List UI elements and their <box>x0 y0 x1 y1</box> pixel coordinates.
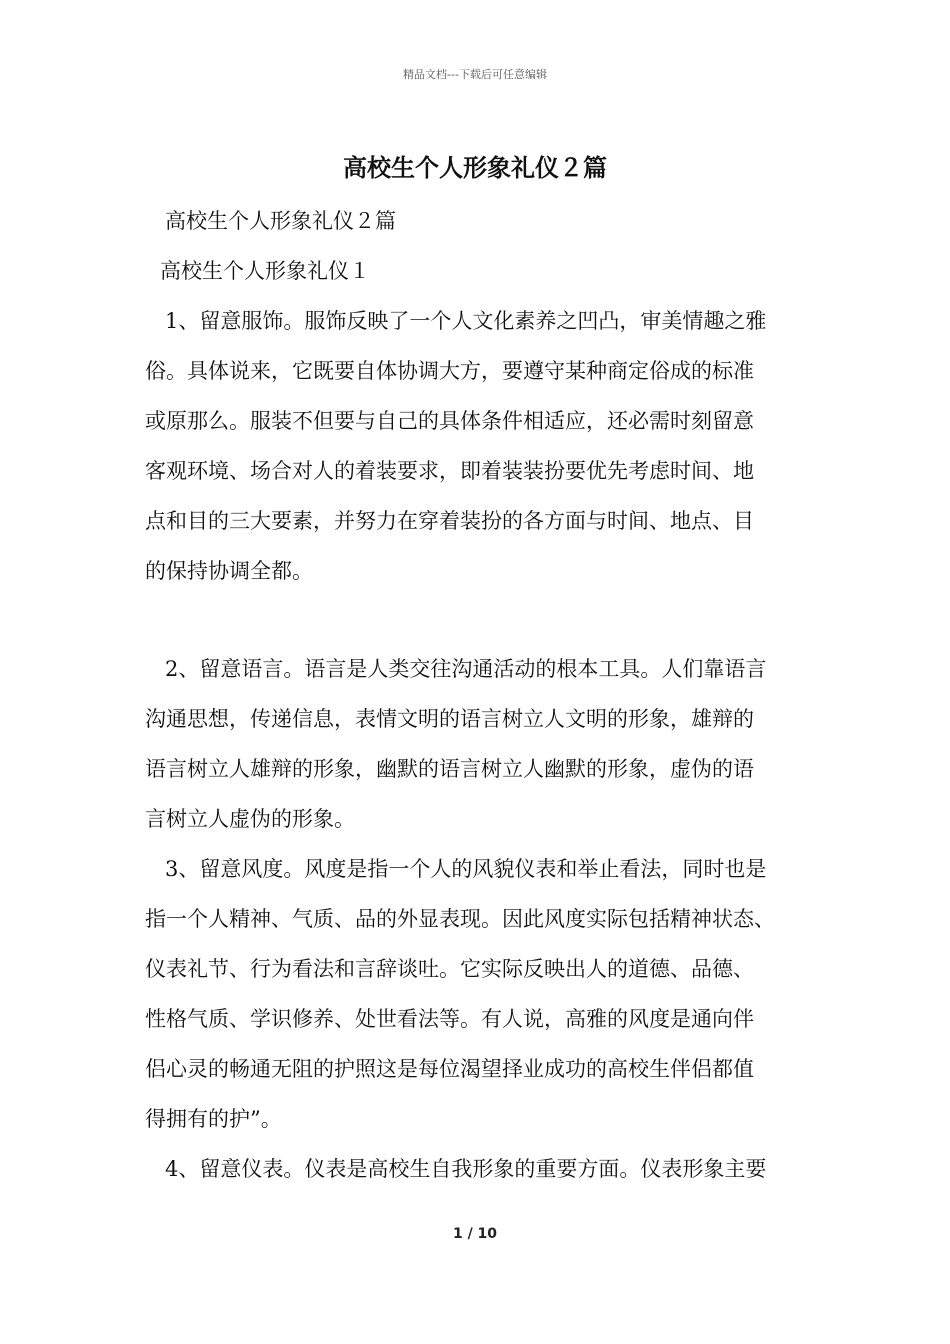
paragraph-line: 4、留意仪表。仪表是高校生自我形象的重要方面。仪表形象主要 <box>165 1157 767 1181</box>
paragraph-line: 2、留意语言。语言是人类交往沟通活动的根本工具。人们靠语言 <box>165 657 767 681</box>
paragraph-line: 性格气质、学识修养、处世看法等。有人说，高雅的风度是通向伴 <box>145 1007 754 1031</box>
paragraph-line: 言树立人虚伪的形象。 <box>145 807 355 831</box>
page-indicator: 1 / 10 <box>452 1226 498 1242</box>
paragraph-line: 指一个人精神、气质、品的外显表现。因此风度实际包括精神状态、 <box>145 907 775 931</box>
paragraph-line: 点和目的三大要素，并努力在穿着装扮的各方面与时间、地点、目 <box>145 509 754 533</box>
page-header: 精品文档---下载后可任意编辑 <box>403 68 547 81</box>
paragraph-line: 语言树立人雄辩的形象，幽默的语言树立人幽默的形象，虚伪的语 <box>145 757 754 781</box>
paragraph-line: 侣心灵的畅通无阻的护照这是每位渴望择业成功的高校生伴侣都值 <box>145 1057 754 1081</box>
paragraph-line: 得拥有的护”。 <box>145 1107 282 1131</box>
section-heading: 高校生个人形象礼仪１ <box>160 259 370 283</box>
paragraph-line: 3、留意风度。风度是指一个人的风貌仪表和举止看法，同时也是 <box>165 857 767 881</box>
paragraph-line: 俗。具体说来，它既要自体协调大方，要遵守某种商定俗成的标准 <box>145 359 754 383</box>
paragraph-line: 仪表礼节、行为看法和言辞谈吐。它实际反映出人的道德、品德、 <box>145 957 754 981</box>
paragraph-line: 或原那么。服装不但要与自己的具体条件相适应，还必需时刻留意 <box>145 409 754 433</box>
paragraph-line: 沟通思想，传递信息，表情文明的语言树立人文明的形象，雄辩的 <box>145 707 754 731</box>
document-title: 高校生个人形象礼仪２篇 <box>343 153 607 182</box>
paragraph-line: 客观环境、场合对人的着装要求，即着装装扮要优先考虑时间、地 <box>145 459 754 483</box>
paragraph-line: 1、留意服饰。服饰反映了一个人文化素养之凹凸，审美情趣之雅 <box>165 309 767 333</box>
subtitle-line: 高校生个人形象礼仪２篇 <box>165 209 396 233</box>
paragraph-line: 的保持协调全都。 <box>145 559 313 583</box>
